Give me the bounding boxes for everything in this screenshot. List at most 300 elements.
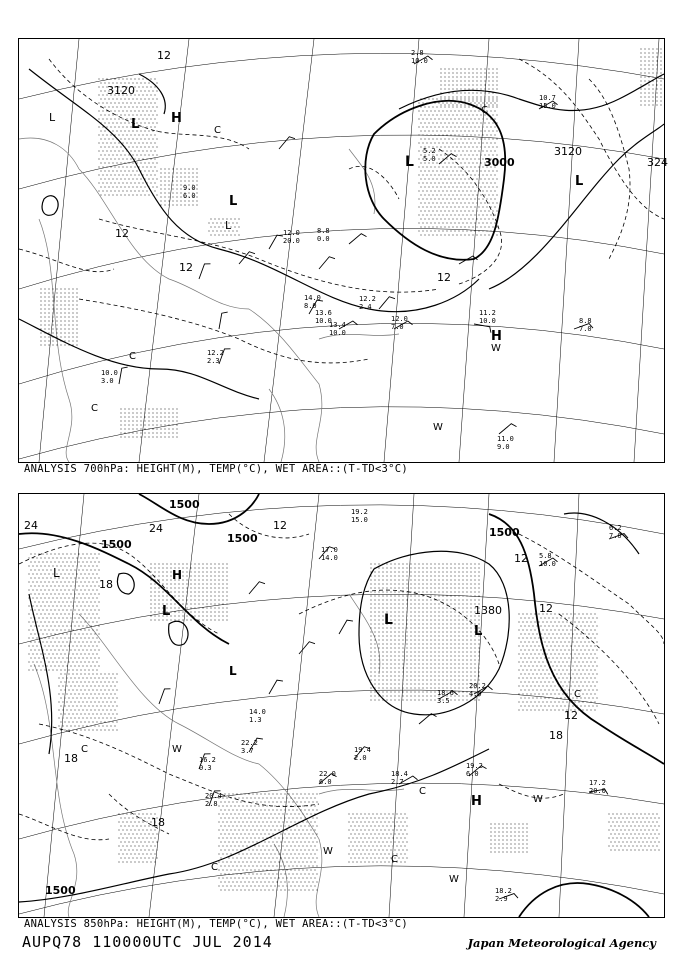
wet-dot: [262, 813, 263, 814]
wet-dot: [426, 190, 427, 191]
wet-dot: [432, 194, 433, 195]
wet-dot: [422, 607, 423, 608]
wet-dot: [406, 575, 407, 576]
wet-dot: [660, 88, 661, 89]
wet-dot: [560, 649, 561, 650]
wet-dot: [464, 186, 465, 187]
wet-dot: [494, 222, 495, 223]
wet-dot: [98, 657, 99, 658]
wet-dot: [414, 667, 415, 668]
wet-dot: [488, 218, 489, 219]
wet-dot: [434, 651, 435, 652]
wet-dot: [210, 575, 211, 576]
wet-dot: [148, 130, 149, 131]
wet-dot: [422, 627, 423, 628]
wet-dot: [110, 717, 111, 718]
wet-dot: [464, 80, 465, 81]
wet-dot: [54, 561, 55, 562]
wet-dot: [440, 202, 441, 203]
wet-dot: [88, 645, 89, 646]
wet-dot: [436, 210, 437, 211]
wet-dot: [56, 613, 57, 614]
wet-dot: [458, 575, 459, 576]
wet-dot: [114, 166, 115, 167]
wet-dot: [370, 619, 371, 620]
wet-dot: [176, 172, 177, 173]
wet-dot: [100, 689, 101, 690]
wet-dot: [454, 615, 455, 616]
wet-dot: [480, 178, 481, 179]
wet-dot: [386, 671, 387, 672]
wet-dot: [128, 106, 129, 107]
wet-dot: [56, 292, 57, 293]
wet-dot: [68, 697, 69, 698]
wet-dot: [66, 665, 67, 666]
wet-dot: [484, 210, 485, 211]
wet-dot: [240, 841, 241, 842]
wet-dot: [398, 631, 399, 632]
wet-dot: [432, 186, 433, 187]
wet-dot: [86, 665, 87, 666]
wet-dot: [486, 230, 487, 231]
wet-dot: [536, 633, 537, 634]
wet-dot: [438, 190, 439, 191]
wet-dot: [36, 653, 37, 654]
wet-dot: [454, 607, 455, 608]
wet-dot: [224, 841, 225, 842]
wet-dot: [452, 226, 453, 227]
wet-dot: [446, 206, 447, 207]
wet-dot: [214, 599, 215, 600]
wet-dot: [430, 643, 431, 644]
wet-dot: [162, 563, 163, 564]
wet-dot: [480, 96, 481, 97]
wet-dot: [378, 631, 379, 632]
wet-dot: [554, 685, 555, 686]
wet-dot: [190, 599, 191, 600]
wet-dot: [462, 222, 463, 223]
wet-dot: [554, 693, 555, 694]
wet-dot: [526, 645, 527, 646]
wet-dot: [374, 615, 375, 616]
wet-dot: [86, 717, 87, 718]
wet-dot: [296, 881, 297, 882]
wet-dot: [592, 633, 593, 634]
wet-dot: [226, 797, 227, 798]
wet-dot: [406, 595, 407, 596]
wet-dot: [164, 412, 165, 413]
wet-dot: [446, 627, 447, 628]
wet-dot: [164, 200, 165, 201]
wet-dot: [68, 597, 69, 598]
wet-dot: [584, 697, 585, 698]
wet-dot: [210, 583, 211, 584]
wet-dot: [124, 154, 125, 155]
wet-dot: [134, 78, 135, 79]
wet-dot: [154, 126, 155, 127]
wet-dot: [402, 699, 403, 700]
wet-dot: [556, 649, 557, 650]
wet-dot: [474, 679, 475, 680]
wet-dot: [170, 583, 171, 584]
station-temp: 10.7: [539, 94, 556, 102]
wet-dot: [390, 647, 391, 648]
wet-dot: [582, 653, 583, 654]
wet-dot: [70, 725, 71, 726]
wet-dot: [122, 126, 123, 127]
wet-dot: [32, 629, 33, 630]
wet-dot: [64, 288, 65, 289]
wet-dot: [278, 845, 279, 846]
wet-dot: [594, 685, 595, 686]
wet-dot: [458, 206, 459, 207]
wet-dot: [132, 106, 133, 107]
wet-dot: [390, 687, 391, 688]
wet-dot: [576, 681, 577, 682]
wet-dot: [424, 186, 425, 187]
wet-dot: [474, 174, 475, 175]
wet-dot: [118, 158, 119, 159]
wet-dot: [58, 617, 59, 618]
wet-dot: [62, 601, 63, 602]
wet-dot: [40, 669, 41, 670]
wet-dot: [220, 873, 221, 874]
wet-dot: [182, 595, 183, 596]
wet-dot: [378, 591, 379, 592]
wet-dot: [124, 416, 125, 417]
wet-dot: [386, 651, 387, 652]
wet-dot: [402, 571, 403, 572]
wet-dot: [52, 296, 53, 297]
wet-dot: [294, 845, 295, 846]
wet-dot: [298, 869, 299, 870]
wet-dot: [438, 647, 439, 648]
wet-dot: [538, 701, 539, 702]
wet-dot: [72, 324, 73, 325]
wet-dot: [398, 635, 399, 636]
wet-dot: [144, 138, 145, 139]
wet-dot: [300, 841, 301, 842]
wet-dot: [398, 563, 399, 564]
contour-label: 12: [179, 261, 193, 274]
wet-dot: [68, 300, 69, 301]
wet-dot: [382, 583, 383, 584]
wet-dot: [120, 146, 121, 147]
wet-dot: [456, 68, 457, 69]
wet-dot: [476, 194, 477, 195]
wet-dot: [578, 653, 579, 654]
wet-dot: [464, 226, 465, 227]
wet-dot: [104, 673, 105, 674]
wet-dot: [56, 589, 57, 590]
wet-dot: [438, 118, 439, 119]
wet-dot: [300, 793, 301, 794]
wet-dot: [590, 669, 591, 670]
wet-dot: [554, 709, 555, 710]
wet-dot: [276, 857, 277, 858]
wet-dot: [660, 60, 661, 61]
wet-dot: [394, 619, 395, 620]
wet-dot: [464, 68, 465, 69]
wet-dot: [474, 567, 475, 568]
wet-dot: [406, 651, 407, 652]
wet-dot: [534, 677, 535, 678]
wet-dot: [160, 192, 161, 193]
wet-dot: [426, 619, 427, 620]
wet-dot: [588, 657, 589, 658]
wet-dot: [48, 308, 49, 309]
wet-dot: [130, 142, 131, 143]
wet-dot: [94, 649, 95, 650]
wet-dot: [228, 841, 229, 842]
wet-dot: [122, 158, 123, 159]
wet-dot: [116, 697, 117, 698]
wet-dot: [56, 316, 57, 317]
wet-dot: [430, 190, 431, 191]
wet-dot: [438, 675, 439, 676]
wet-dot: [156, 436, 157, 437]
wet-dot: [98, 86, 99, 87]
wet-dot: [290, 877, 291, 878]
wet-dot: [186, 583, 187, 584]
wet-dot: [110, 677, 111, 678]
wet-dot: [132, 98, 133, 99]
wet-dot: [426, 615, 427, 616]
wet-dot: [374, 655, 375, 656]
wet-dot: [260, 809, 261, 810]
wet-dot: [418, 667, 419, 668]
wet-dot: [490, 230, 491, 231]
wet-dot: [468, 234, 469, 235]
wet-dot: [104, 138, 105, 139]
wet-dot: [390, 651, 391, 652]
wet-dot: [450, 206, 451, 207]
wet-dot: [68, 713, 69, 714]
wet-dot: [130, 110, 131, 111]
wet-dot: [156, 98, 157, 99]
graticule: [19, 39, 664, 462]
wet-dot: [126, 110, 127, 111]
wet-dot: [374, 563, 375, 564]
wet-dot: [156, 122, 157, 123]
wet-dot: [394, 611, 395, 612]
wet-dot: [84, 645, 85, 646]
wet-dot: [222, 575, 223, 576]
wet-dot: [62, 677, 63, 678]
wet-dot: [462, 214, 463, 215]
wet-dot: [72, 340, 73, 341]
wet-dot: [438, 198, 439, 199]
wet-dot: [64, 689, 65, 690]
wet-dot: [194, 587, 195, 588]
wet-dot: [462, 206, 463, 207]
wet-dot: [72, 689, 73, 690]
wet-dot: [206, 587, 207, 588]
wet-dot: [70, 609, 71, 610]
wet-dot: [218, 579, 219, 580]
wet-dot: [56, 661, 57, 662]
wet-dot: [172, 192, 173, 193]
wet-dot: [64, 661, 65, 662]
wet-dot: [70, 633, 71, 634]
wet-dot: [68, 669, 69, 670]
wet-dot: [438, 579, 439, 580]
wet-dot: [462, 150, 463, 151]
wet-dot: [104, 170, 105, 171]
wet-dot: [660, 92, 661, 93]
wet-dot: [98, 617, 99, 618]
wet-dot: [138, 174, 139, 175]
wet-dot: [386, 695, 387, 696]
wet-dot: [578, 613, 579, 614]
wet-dot: [458, 142, 459, 143]
wet-dot: [452, 76, 453, 77]
wet-dot: [458, 651, 459, 652]
wet-dot: [588, 689, 589, 690]
wet-dot: [188, 204, 189, 205]
wet-dot: [270, 813, 271, 814]
wet-dot: [468, 146, 469, 147]
wet-dot: [652, 92, 653, 93]
wet-dot: [148, 90, 149, 91]
wet-dot: [242, 853, 243, 854]
wet-dot: [496, 114, 497, 115]
wet-dot: [448, 122, 449, 123]
wet-dot: [120, 154, 121, 155]
wet-dot: [406, 579, 407, 580]
wet-dot: [248, 881, 249, 882]
wet-dot: [268, 873, 269, 874]
wet-dot: [440, 138, 441, 139]
wet-dot: [454, 583, 455, 584]
wet-dot: [180, 168, 181, 169]
wet-dot: [226, 234, 227, 235]
wet-dot: [476, 138, 477, 139]
wet-dot: [40, 605, 41, 606]
wet-dot: [402, 647, 403, 648]
wet-dot: [446, 583, 447, 584]
wet-dot: [88, 581, 89, 582]
wet-dot: [496, 138, 497, 139]
wet-dot: [418, 126, 419, 127]
wet-dot: [524, 657, 525, 658]
wet-dot: [106, 693, 107, 694]
wet-dot: [140, 122, 141, 123]
wet-dot: [466, 587, 467, 588]
wet-dot: [98, 150, 99, 151]
wet-dot: [62, 649, 63, 650]
wet-dot: [544, 681, 545, 682]
wet-dot: [168, 204, 169, 205]
wet-dot: [394, 647, 395, 648]
wet-dot: [450, 611, 451, 612]
wet-dot: [192, 168, 193, 169]
wet-dot: [194, 595, 195, 596]
wet-dot: [136, 194, 137, 195]
wet-dot: [406, 587, 407, 588]
wet-dot: [214, 579, 215, 580]
wet-dot: [68, 573, 69, 574]
station-plot: [479, 309, 496, 325]
wet-dot: [98, 118, 99, 119]
wet-dot: [124, 178, 125, 179]
wet-dot: [152, 428, 153, 429]
wet-dot: [450, 142, 451, 143]
wet-dot: [132, 186, 133, 187]
wet-dot: [410, 639, 411, 640]
wet-dot: [474, 150, 475, 151]
wet-dot: [464, 218, 465, 219]
wet-dot: [116, 689, 117, 690]
wet-dot: [398, 603, 399, 604]
wet-dot: [386, 575, 387, 576]
wet-dot: [390, 639, 391, 640]
wet-dot: [160, 188, 161, 189]
wet-dot: [202, 607, 203, 608]
wet-dot: [496, 100, 497, 101]
wet-dot: [256, 809, 257, 810]
wet-dot: [78, 701, 79, 702]
wet-dot: [146, 110, 147, 111]
wet-dot: [476, 88, 477, 89]
wet-dot: [156, 146, 157, 147]
wet-dot: [190, 563, 191, 564]
wet-dot: [422, 583, 423, 584]
wet-dot: [410, 599, 411, 600]
wet-dot: [428, 226, 429, 227]
wet-dot: [154, 86, 155, 87]
wet-dot: [102, 118, 103, 119]
wet-dot: [402, 591, 403, 592]
wet-dot: [474, 639, 475, 640]
wet-dot: [434, 579, 435, 580]
wet-dot: [146, 174, 147, 175]
wet-dot: [64, 292, 65, 293]
wet-dot: [422, 671, 423, 672]
wet-dot: [442, 579, 443, 580]
wet-dot: [36, 605, 37, 606]
wet-dot: [558, 701, 559, 702]
wet-dot: [290, 885, 291, 886]
wet-dot: [414, 615, 415, 616]
wet-dot: [652, 56, 653, 57]
wet-dot: [110, 190, 111, 191]
wet-dot: [518, 629, 519, 630]
wet-dot: [76, 729, 77, 730]
wet-dot: [98, 633, 99, 634]
wet-dot: [472, 218, 473, 219]
wet-dot: [98, 78, 99, 79]
wet-dot: [546, 701, 547, 702]
wet-dot: [456, 202, 457, 203]
wet-dot: [414, 631, 415, 632]
wet-dot: [164, 408, 165, 409]
wet-dot: [226, 599, 227, 600]
wet-dot: [370, 671, 371, 672]
wet-dot: [470, 166, 471, 167]
wet-dot: [588, 649, 589, 650]
wet-dot: [418, 595, 419, 596]
wet-dot: [436, 98, 437, 99]
wet-dot: [86, 569, 87, 570]
wet-dot: [454, 579, 455, 580]
wet-dot: [198, 579, 199, 580]
wet-dot: [122, 190, 123, 191]
wet-dot: [168, 192, 169, 193]
wet-dot: [462, 190, 463, 191]
wet-dot: [470, 206, 471, 207]
wet-dot: [138, 94, 139, 95]
